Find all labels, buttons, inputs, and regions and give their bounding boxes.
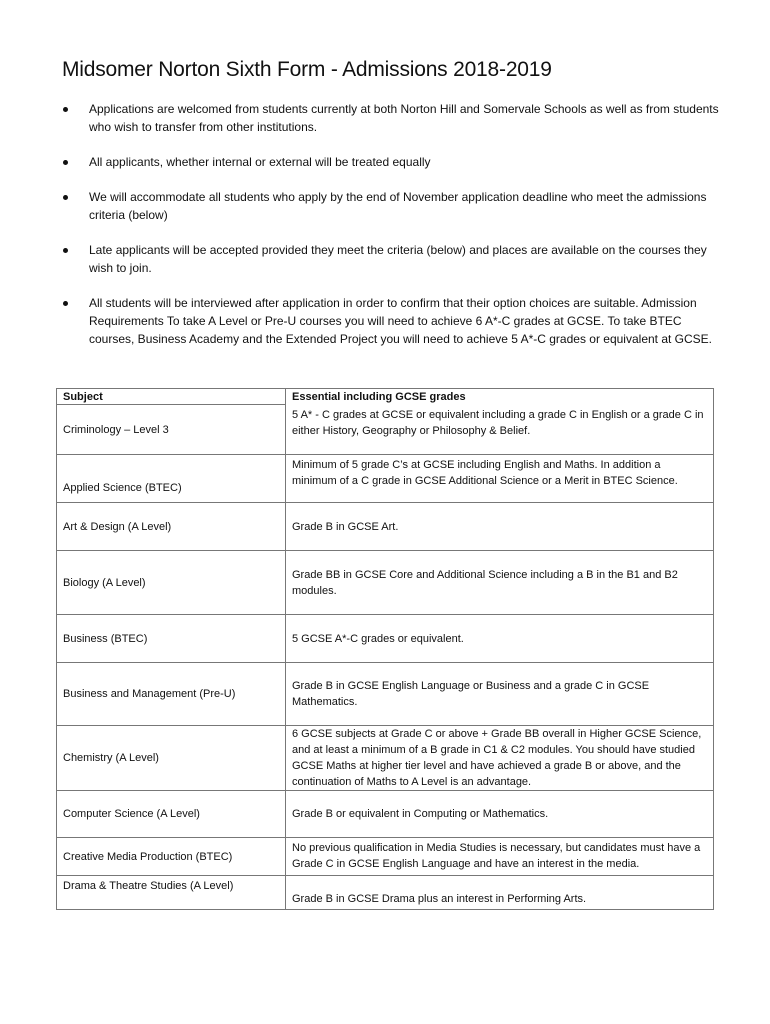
subject-cell: Applied Science (BTEC)	[57, 455, 286, 503]
table-row	[57, 838, 714, 876]
subject-cell: Art & Design (A Level)	[57, 503, 286, 551]
requirement-cell: Minimum of 5 grade C’s at GCSE including English and Maths. In addition a minimum of a C grade in GCSE Additional Science or a Merit in BTEC Science.	[286, 455, 714, 503]
subject-cell: Chemistry (A Level)	[57, 726, 286, 791]
bullet-item	[60, 188, 720, 224]
requirement-cell: 5 GCSE A*-C grades or equivalent.	[286, 615, 714, 663]
table-header-row	[57, 389, 714, 405]
table-row	[57, 663, 714, 726]
table-row	[57, 791, 714, 838]
table-row	[57, 615, 714, 663]
subject-cell: Business (BTEC)	[57, 615, 286, 663]
requirement-cell: Grade BB in GCSE Core and Additional Science including a B in the B1 and B2 modules.	[286, 551, 714, 615]
bullet-icon	[63, 107, 68, 112]
bullet-item	[60, 241, 720, 277]
requirement-cell: No previous qualification in Media Studies is necessary, but candidates must have a Grade C in GCSE English Language and have an interest in the media.	[286, 838, 714, 876]
table-row	[57, 876, 714, 910]
table-row	[57, 503, 714, 551]
subject-cell: Drama & Theatre Studies (A Level)	[57, 876, 286, 910]
requirement-cell: Grade B in GCSE Art.	[286, 503, 714, 551]
bullet-text: All applicants, whether internal or external will be treated equally	[89, 155, 431, 169]
subject-cell: Criminology – Level 3	[57, 405, 286, 455]
requirement-cell: Grade B in GCSE Drama plus an interest in Performing Arts.	[286, 876, 714, 910]
requirement-cell: 6 GCSE subjects at Grade C or above + Grade BB overall in Higher GCSE Science, and at least a minimum of a B grade in C1 & C2 modules. You should have studied GCSE Maths at higher tier level and have achieved a grade B or above, and the continuation of Maths to A Level is an advantage.	[286, 726, 714, 791]
admissions-bullet-list	[60, 100, 720, 348]
bullet-text: We will accommodate all students who apply by the end of November application deadline who meet the admissions criteria (below)	[89, 190, 707, 222]
subject-cell: Business and Management (Pre-U)	[57, 663, 286, 726]
requirement-cell: Grade B in GCSE English Language or Business and a grade C in GCSE Mathematics.	[286, 663, 714, 726]
bullet-icon	[63, 301, 68, 306]
table-row	[57, 455, 714, 503]
subject-cell: Creative Media Production (BTEC)	[57, 838, 286, 876]
bullet-text: All students will be interviewed after application in order to confirm that their option choices are suitable. Admission Requirements To take A Level or Pre-U courses you will need to achieve 6 A*-C grades at GCSE. To take BTEC courses, Business Academy and the Extended Project you will need to achieve 5 A*-C grades or equivalent at GCSE.	[89, 296, 713, 346]
requirement-cell: Grade B or equivalent in Computing or Mathematics.	[286, 791, 714, 838]
requirements-table	[56, 388, 714, 910]
requirement-column-header: Essential including GCSE grades	[286, 389, 714, 405]
bullet-item	[60, 100, 720, 136]
requirement-cell: 5 A* - C grades at GCSE or equivalent including a grade C in English or a grade C in either History, Geography or Philosophy & Belief.	[286, 405, 714, 455]
subject-cell: Biology (A Level)	[57, 551, 286, 615]
bullet-icon	[63, 195, 68, 200]
table-row	[57, 726, 714, 791]
bullet-item	[60, 153, 720, 171]
table-row	[57, 551, 714, 615]
bullet-text: Late applicants will be accepted provided they meet the criteria (below) and places are available on the courses they wish to join.	[89, 243, 707, 275]
bullet-text: Applications are welcomed from students currently at both Norton Hill and Somervale Schools as well as from students who wish to transfer from other institutions.	[89, 102, 719, 134]
table-row	[57, 405, 714, 455]
bullet-icon	[63, 160, 68, 165]
subject-cell: Computer Science (A Level)	[57, 791, 286, 838]
subject-column-header: Subject	[57, 389, 286, 405]
page-title: Midsomer Norton Sixth Form - Admissions 2018-2019	[62, 58, 552, 81]
bullet-item	[60, 294, 720, 348]
bullet-icon	[63, 248, 68, 253]
